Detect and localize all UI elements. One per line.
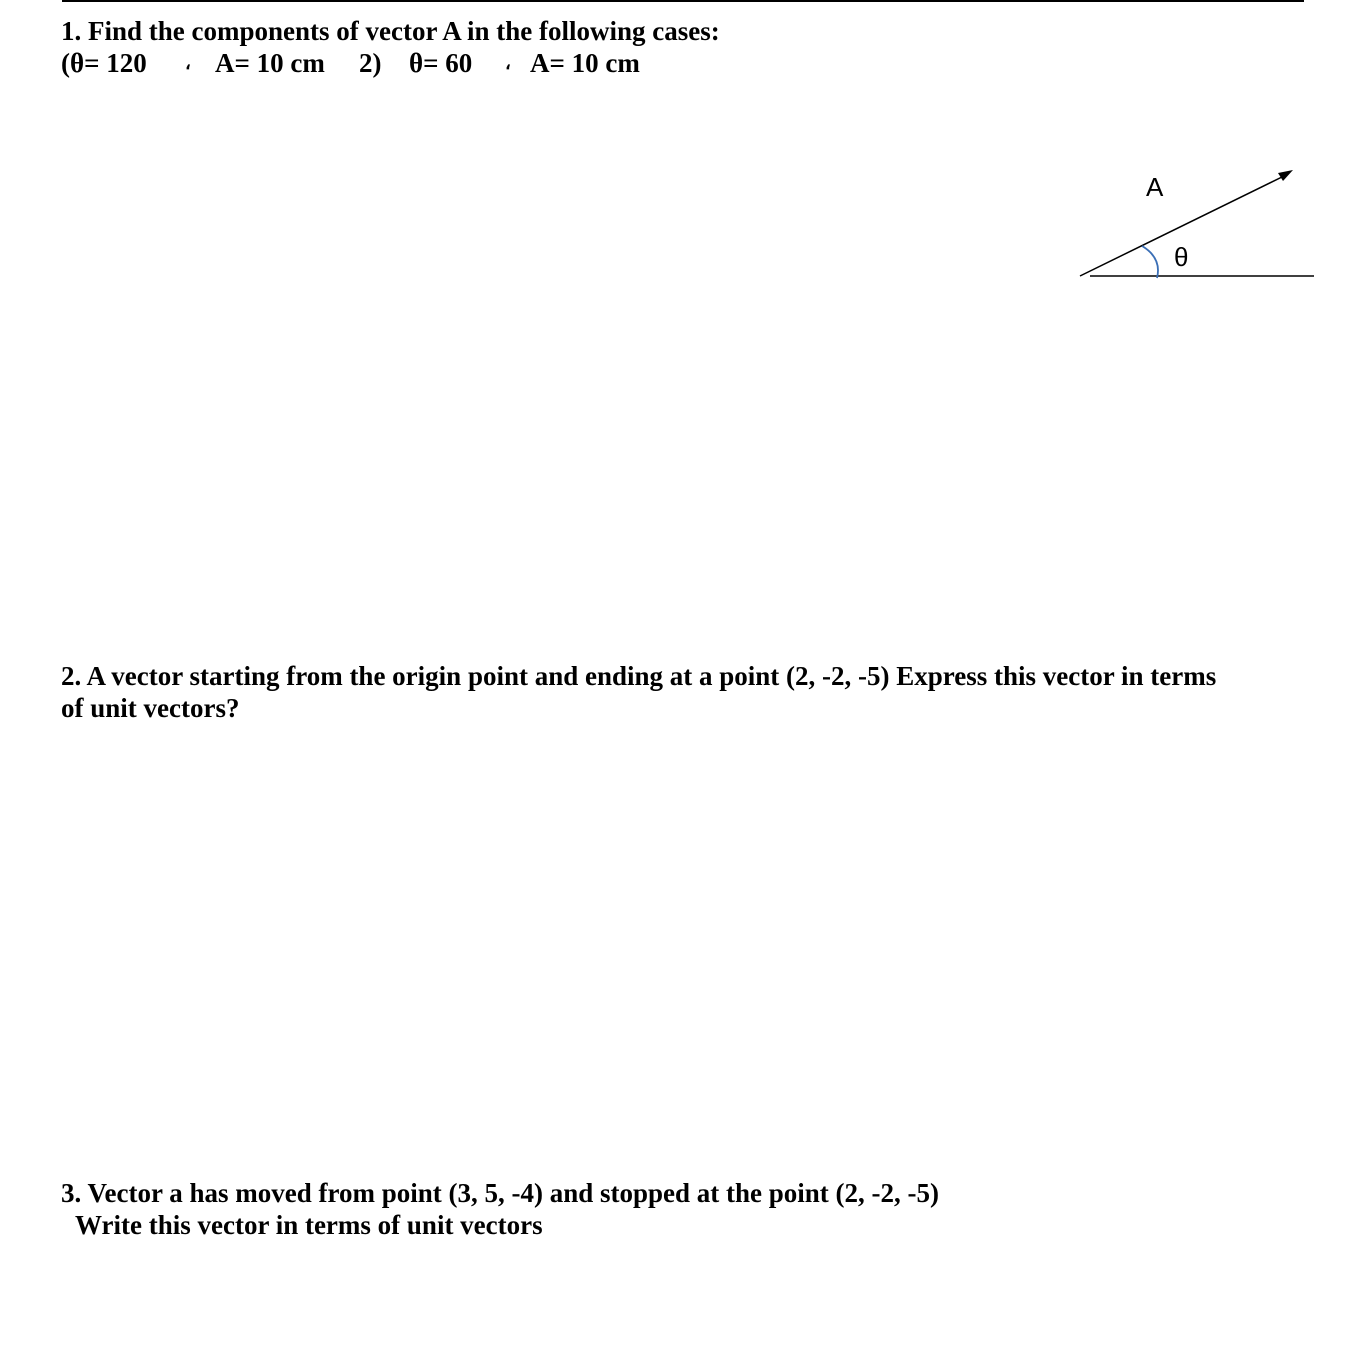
case-1-magnitude: A= 10 cm — [215, 48, 325, 78]
question-1 — [61, 15, 720, 79]
vector-diagram — [1070, 140, 1330, 290]
case-2-magnitude: A= 10 cm — [530, 48, 640, 78]
question-2 — [61, 660, 1216, 724]
vector-label: A — [1146, 172, 1164, 202]
angle-arc — [1142, 246, 1158, 278]
question-1-title: 1. Find the components of vector A in the following cases: — [61, 16, 720, 46]
vector-arrowhead-icon — [1278, 170, 1293, 181]
case-2-theta: θ= 60 — [409, 48, 473, 78]
top-rule — [62, 0, 1304, 2]
question-3 — [61, 1177, 939, 1241]
question-1-cases — [61, 47, 720, 79]
question-3-line-1: 3. Vector a has moved from point (3, 5, -4) and stopped at the point (2, -2, -5) — [61, 1178, 940, 1208]
case-separator: ، — [185, 53, 191, 73]
case-1-theta: (θ= 120 — [61, 48, 147, 78]
angle-label: θ — [1174, 242, 1189, 272]
question-2-line-1: 2. A vector starting from the origin point and ending at a point (2, -2, -5) Express this vector in terms — [61, 661, 1217, 691]
question-3-line-2: Write this vector in terms of unit vectors — [75, 1210, 543, 1240]
case-2-number: 2) — [359, 48, 382, 78]
question-2-line-2: of unit vectors? — [61, 693, 240, 723]
case-separator: ، — [505, 53, 511, 73]
